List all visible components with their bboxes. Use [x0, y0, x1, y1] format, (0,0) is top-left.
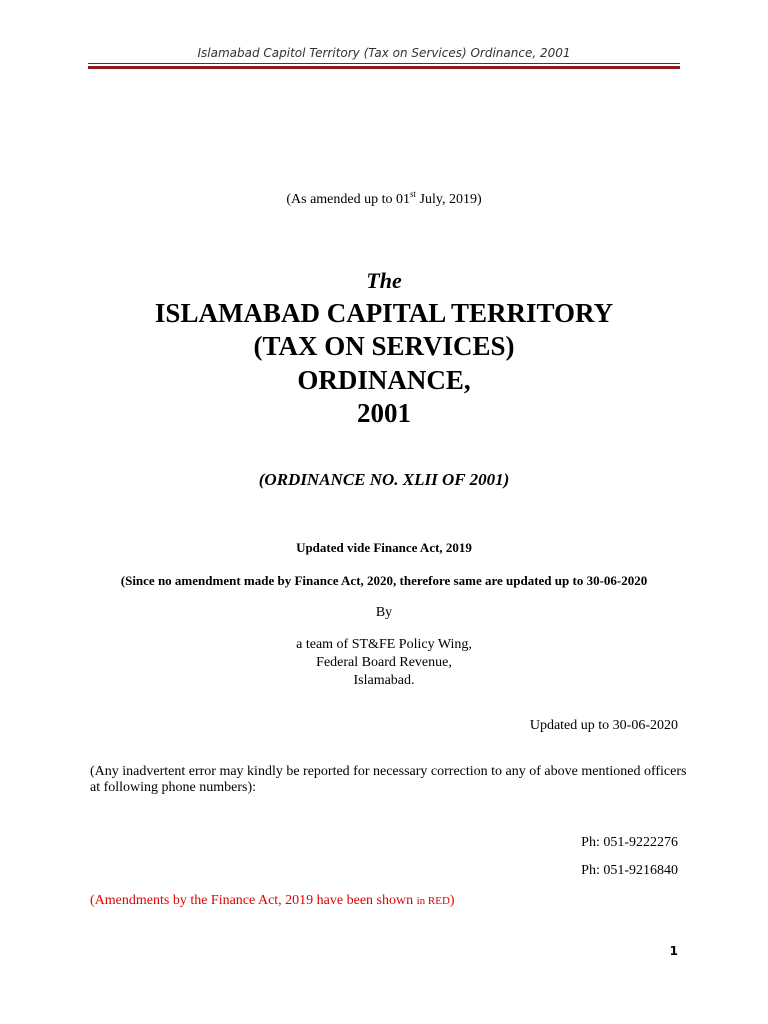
running-header: Islamabad Capitol Territory (Tax on Services) Ordinance, 2001: [197, 46, 571, 60]
team-line-3: Islamabad.: [353, 673, 415, 688]
amended-sup: st: [410, 189, 417, 199]
updated-up-to: Updated up to 30-06-2020: [529, 718, 678, 733]
error-note: (Any inadvertent error may kindly be reported for necessary correction to any of above mentioned officers at following phone numbers):: [90, 764, 687, 795]
title-line-1: ISLAMABAD CAPITAL TERRITORY: [154, 298, 614, 328]
team-line-1: a team of ST&FE Policy Wing,: [296, 637, 472, 652]
since-note: (Since no amendment made by Finance Act, 2020, therefore same are updated up to 30-06-2020: [120, 573, 648, 588]
amended-prefix: (As amended up to 01: [286, 192, 411, 207]
red-note-end: ): [449, 893, 455, 908]
ordinance-number: (ORDINANCE NO. XLII OF 2001): [258, 470, 510, 489]
amendments-red-note: [90, 893, 455, 909]
amended-note: [0, 189, 768, 208]
title-line-2: (TAX ON SERVICES): [253, 331, 515, 361]
updated-vide: Updated vide Finance Act, 2019: [296, 540, 472, 555]
amended-suffix: July, 2019): [416, 192, 482, 207]
header-rule-thin: [88, 63, 680, 64]
by-label: By: [375, 605, 393, 620]
red-note-small: in RED: [416, 895, 450, 907]
page-number: 1: [669, 944, 678, 958]
phone-2: Ph: 051-9216840: [581, 863, 678, 878]
phone-1: Ph: 051-9222276: [581, 835, 678, 850]
title-line-4: 2001: [357, 398, 411, 428]
title-the: The: [366, 268, 402, 293]
red-note-main: (Amendments by the Finance Act, 2019 have been shown: [90, 893, 417, 908]
team-line-2: Federal Board Revenue,: [316, 655, 452, 670]
title-line-3: ORDINANCE,: [297, 365, 471, 395]
header-rule-thick: [88, 66, 680, 69]
